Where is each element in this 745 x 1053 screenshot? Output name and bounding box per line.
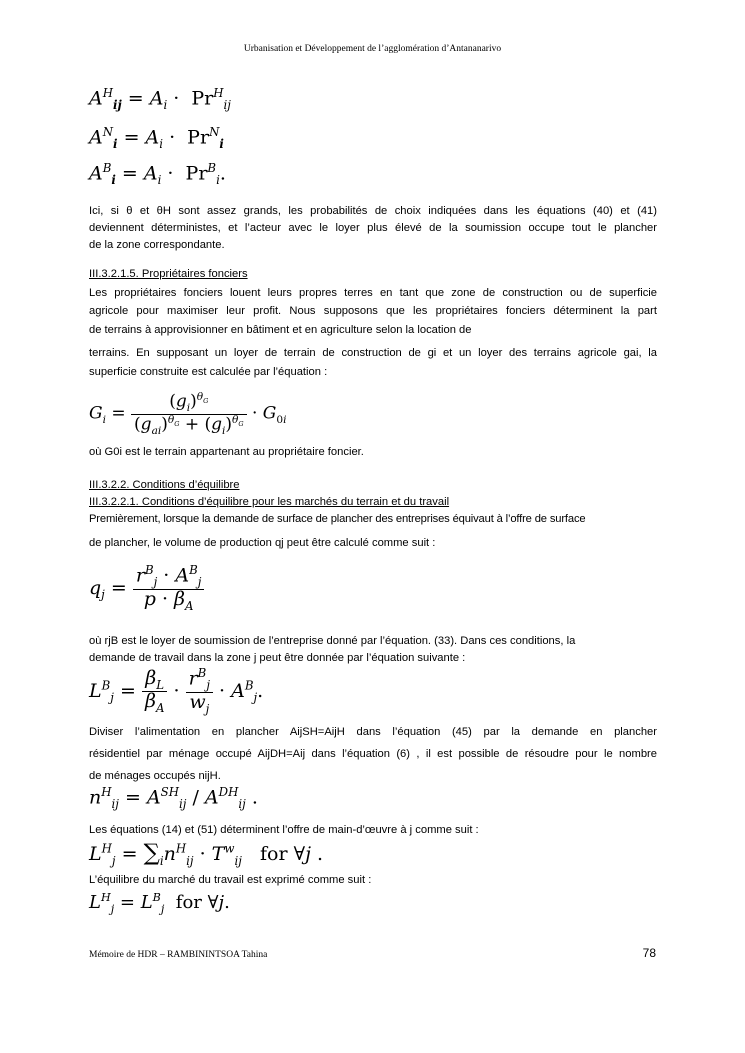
text-equilibre: L’équilibre du marché du travail est exprimé comme suit : <box>89 874 372 886</box>
text-line: Les propriétaires fonciers louent leurs propres terres en tant que zone de construction ou de superficie <box>89 286 657 299</box>
page-number: 78 <box>642 946 656 960</box>
equation-qj: $q_j$ = $\frac{r^B_j \cdot A^B_j}{p \cdot \beta_A}$ <box>89 565 204 612</box>
paragraph-diviser <box>89 721 657 787</box>
section-conditions <box>89 477 657 552</box>
equation-gi: $G_i$ = $\frac{(g_i)^{\theta_G}}{(g_{ai})^{\theta_G} + (g_i)^{\theta_G}}$ · $G_{0i}$ <box>89 391 287 437</box>
equation-nij: $n^H_{ij} = A^{SH}_{ij} / A^{DH}_{ij}$ . <box>89 785 258 812</box>
paragraph-rjb <box>89 633 657 667</box>
text-line: de ménages occupés nijH. <box>89 770 221 782</box>
fraction-gi: $\frac{(g_i)^{\theta_G}}{(g_{ai})^{\theta_G} + (g_i)^{\theta_G}}$ <box>131 392 247 436</box>
text-line: où rjB est le loyer de soumission de l’entreprise donné par l’équation. (33). Dans ces conditions, la <box>89 635 576 647</box>
section-proprietaires <box>89 265 657 381</box>
text-line: Ici, si θ et θH sont assez grands, les probabilités de choix indiquées dans les équations (40) et (41) <box>89 205 657 217</box>
equation-ljh-sum: $L^H_j = \sum_in^H_{ij} \cdot T^w_{ij}$ for ∀j . <box>89 840 324 868</box>
text-offre: Les équations (14) et (51) déterminent l’offre de main-d’œuvre à j comme suit : <box>89 824 479 836</box>
running-header: Urbanisation et Développement de l’agglomération d’Antananarivo <box>243 44 502 54</box>
text-line: de la zone correspondante. <box>89 239 225 251</box>
equation-ljb: $L^B_j$ = $\frac{\beta_L}{\beta_A}$ · $\frac{r^B_j}{w_j}$ · $A^B_j$. <box>89 666 264 716</box>
text-line: Premièrement, lorsque la demande de surface de plancher des entreprises équivaut à l’offre de surface <box>89 513 586 525</box>
text-line: demande de travail dans la zone j peut être donnée par l’équation suivante : <box>89 652 466 664</box>
text-line: deviennent déterministes, et l’acteur avec le loyer plus élevé de la soumission occupe tout le plancher <box>89 222 657 234</box>
text-line: Diviser l’alimentation en plancher AijSH=AijH dans l’équation (45) par la demande en plancher <box>89 726 657 738</box>
paragraph-ici <box>89 203 657 254</box>
text-line: superficie construite est calculée par l’équation : <box>89 365 328 378</box>
equation-aij-h: $A^H_{ij} = A_i \cdot Pr^H_{ij}$ <box>89 86 231 113</box>
subsection-heading: III.3.2.2.1. Conditions d’équilibre pour les marchés du terrain et du travail <box>89 496 450 508</box>
text-line: terrains. En supposant un loyer de terrain de construction de gi et un loyer des terrains agricole gai, la <box>89 347 657 359</box>
equation-ai-n: $A^N_i = A_i \cdot Pr^N_i$ <box>89 125 224 152</box>
section-heading: III.3.2.2. Conditions d’équilibre <box>89 479 240 491</box>
fraction-qj: $\frac{r^B_j \cdot A^B_j}{p \cdot \beta_A}$ <box>133 565 205 612</box>
fraction-rw: $\frac{r^B_j}{w_j}$ <box>186 668 213 715</box>
text-line: de terrains à approvisionner en bâtiment et en agriculture selon la location de <box>89 323 472 336</box>
equation-ai-b: $A^B_i = A_i \cdot Pr^B_i$. <box>89 161 226 188</box>
footer-author: Mémoire de HDR – RAMBININTSOA Tahina <box>89 950 268 960</box>
equation-labor-equilibrium: $L^H_j = L^B_j$ for ∀j. <box>89 891 230 916</box>
fraction-beta: $\frac{\beta_L}{\beta_A}$ <box>142 669 167 715</box>
section-heading: III.3.2.1.5. Propriétaires fonciers <box>89 268 248 280</box>
text-after-gi: où G0i est le terrain appartenant au propriétaire foncier. <box>89 446 364 458</box>
text-line: résidentiel par ménage occupé AijDH=Aij dans l’équation (6) , il est possible de résoudre pour le nombre <box>89 748 657 760</box>
text-line: de plancher, le volume de production qj peut être calculé comme suit : <box>89 537 436 549</box>
text-line: agricole pour maximiser leur profit. Nous supposons que les propriétaires fonciers déterminent la part <box>89 305 657 317</box>
